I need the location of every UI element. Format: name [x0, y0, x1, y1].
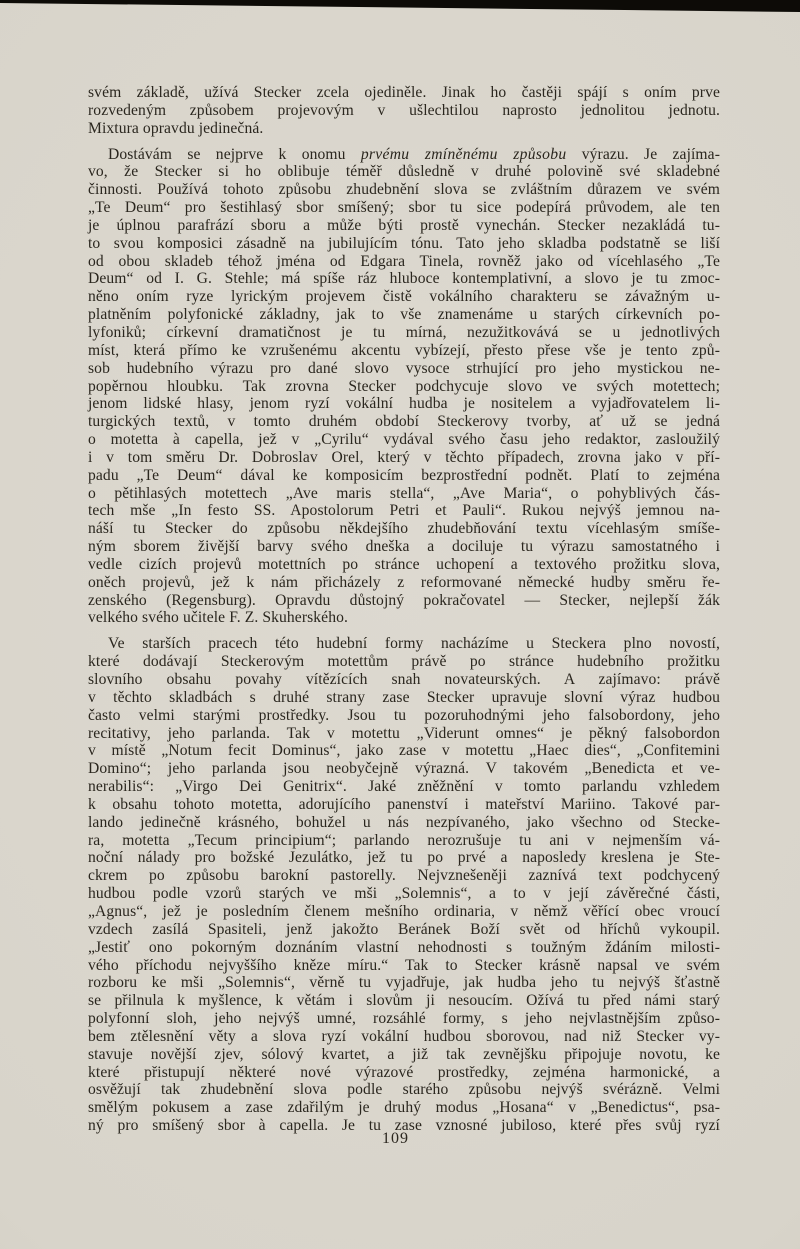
page-footer: [88, 1130, 703, 1148]
text-line: o pětihlasých motettech „Ave maris stella“, „Ave Maria“, o pohyblivých čás-: [88, 484, 720, 502]
text-line: Deum“ od I. G. Stehle; má spíše ráz hluboce kontemplativní, a slovo je tu zmoc-: [88, 270, 720, 288]
text-line: osvěžují tak zhudebnění slova podle starého způsobu nejvýš svérázně. Velmi: [88, 1081, 720, 1099]
text-line: ný pro smíšený sbor à capella. Je tu zase vznosné jubiloso, které přes svůj ryzí: [88, 1117, 720, 1135]
scan-edge-top: [0, 0, 800, 13]
text-line: od obou skladeb téhož jména od Edgara Tinela, rovněž jako od vícehlasého „Te: [88, 252, 720, 270]
text-line: Domino“; jeho parlanda jsou neobyčejně výrazná. V takovém „Benedicta et ve-: [88, 760, 720, 778]
text-line: to svou komposici zásadně na jubilujícím tónu. Tato jeho skladba podstatně se liší: [88, 234, 720, 252]
text-line: k obsahu tohoto motetta, adorujícího panenství i mateřství Mariino. Takové par-: [88, 795, 720, 813]
text-line: platněním polyfonické základny, jak to vše znamenáme u starých církevních po-: [88, 306, 720, 324]
text-block: [88, 84, 720, 1135]
text-line: stavuje novější zjev, sólový kvartet, a již tak zevnějšku připojuje novotu, ke: [88, 1045, 720, 1063]
text-line: Ve starších pracech této hudební formy nacházíme u Steckera plno novostí,: [108, 635, 720, 653]
text-line: rozvedeným způsobem projevovým v ušlechtilou naprosto jednolitou jednotu.: [88, 101, 720, 119]
text-line: které dodávají Steckerovým motettům právě po stránce hudebního prožitku: [88, 653, 720, 671]
text-line: popěrnou hloubku. Tak zrovna Stecker podchycuje slovo ve svých motettech;: [88, 377, 720, 395]
text-line: svém základě, užívá Stecker zcela ojediněle. Jinak ho častěji spájí s oním prve: [88, 84, 720, 101]
text-line: míst, která přímo ke vzrušenému akcentu vybízejí, přesto přese vše je tento způ-: [88, 341, 720, 359]
text-line: bem ztělesnění věty a slova ryzí vokální hudbou sborovou, nad niž Stecker vy-: [88, 1027, 720, 1045]
text-line: činnosti. Používá tohoto způsobu zhudebnění slova se zvláštním důrazem ve svém: [88, 181, 720, 199]
text-line: vedle cizích projevů motettních po stránce uchopení a textového prožitku slova,: [88, 555, 720, 573]
text-line: lyfoniků; církevní dramatičnost je tu mírná, nezužitkovává se u jednotlivých: [88, 323, 720, 341]
text-line: smělým pokusem a zase zdařilým je druhý modus „Hosana“ v „Benedictus“, psa-: [88, 1099, 720, 1117]
text-line: slovního obsahu povahy vítězících snah novateurských. A zajímavo: právě: [88, 671, 720, 688]
text-line: Dostávám se nejprve k onomu prvému zmíněnému způsobu výrazu. Je zajíma-: [108, 145, 720, 163]
text-line: noční nálady pro božské Jezulátko, jež tu po prvé a naposledy kreslena je Ste-: [88, 849, 720, 867]
text-line: často velmi starými prostředky. Jsou tu pozoruhodnými jeho falsobordony, jeho: [88, 706, 720, 724]
text-line: lando jedinečně krásného, bohužel u nás nezpívaného, jako všechno od Stecke-: [88, 813, 720, 831]
text-line: vého příchodu nejvyššího kněze míru.“ Tak to Stecker krásně napsal ve svém: [88, 956, 720, 974]
page-number: 109: [382, 1130, 409, 1147]
text-line: padu „Te Deum“ dával ke komposicím bezprostřední podnět. Platí to zejména: [88, 466, 720, 484]
text-line: v těchto skladbách s druhé strany zase Stecker upravuje slovní výraz hudbou: [88, 688, 720, 706]
text-line: sob hudebního výrazu pro dané slovo vysoce strhující pro jeho mystickou ne-: [88, 359, 720, 377]
text-line: jenom lidské hlasy, jenom ryzí vokální hudba je nositelem a vyjadřovatelem li-: [88, 395, 720, 413]
text-line: vzdech zasílá Spasiteli, jenž jakožto Beránek Boží svět od hříchů vykoupil.: [88, 920, 720, 938]
text-line: se přilnula k myšlence, k větám i slovům ji nesoucím. Ožívá tu před námi starý: [88, 992, 720, 1010]
text-line: ra, motetta „Tecum principium“; parlando nerozrušuje tu ani v nejmenším vá-: [88, 831, 720, 849]
text-line: polyfonní sloh, jeho nejvýš umné, rozsáhlé formy, s jeho nejvlastnějším způso-: [88, 1010, 720, 1028]
text-line: „Agnus“, jež je posledním členem mešního ordinaria, v němž věřící obec vroucí: [88, 902, 720, 920]
text-line: rozboru ke mši „Solemnis“, věrně tu vyjadřuje, jak hudba jeho tu nejvýš šťastně: [88, 974, 720, 992]
text-line: něno oním ryze lyrickým projevem čistě vokálního charakteru se závažným u-: [88, 288, 720, 306]
paragraph: [88, 146, 720, 628]
text-line: oněch projevů, jež k nám přicházely z reformované německé hudby směru ře-: [88, 573, 720, 591]
text-line: je úplnou parafrází sboru a může býti prostě vynechán. Stecker nezakládá tu-: [88, 216, 720, 234]
text-line: „Jestiť ono pokorným doznáním vlastní nehodnosti s toužným ždáním milosti-: [88, 938, 720, 956]
text-line: o motetta à capella, jež v „Cyrilu“ vydával svého času jeho redaktor, zasloužilý: [88, 431, 720, 449]
text-line: které přistupují některé nové výrazové prostředky, zejména harmonické, a: [88, 1063, 720, 1081]
text-line: ným sborem živější barvy svého dneška a dociluje tu výrazu samostatného i: [88, 538, 720, 556]
text-line: velkého svého učitele F. Z. Skuherského.: [88, 609, 348, 627]
text-line: vo, že Stecker si ho oblibuje téměř důsledně v druhé polovině své skladebné: [88, 163, 720, 181]
text-line: Mixtura opravdu jedinečná.: [88, 119, 264, 137]
text-line: zenského (Regensburg). Opravdu důstojný pokračovatel — Stecker, nejlepší žák: [88, 591, 720, 609]
text-line: v místě „Notum fecit Dominus“, jako zase v motettu „Haec dies“, „Confitemini: [88, 742, 720, 760]
text-line: ckrem po způsobu barokní pastorelly. Nejvznešeněji zaznívá text podchycený: [88, 867, 720, 885]
text-line: hudbou podle vzorů starých ve mši „Solemnis“, a to v její závěrečné části,: [88, 885, 720, 903]
text-line: i v tom směru Dr. Dobroslav Orel, který v těchto případech, zrovna jako v pří-: [88, 448, 720, 466]
text-line: náší tu Stecker do způsobu někdejšího zhudebňování textu vícehlasým smíše-: [88, 520, 720, 538]
text-line: recitativy, jeho parlanda. Tak v motettu „Viderunt omnes“ je pěkný falsobordon: [88, 724, 720, 742]
text-line: nerabilis“: „Virgo Dei Genitrix“. Jaké zněžnění v tomto parlandu vzhledem: [88, 778, 720, 796]
text-line: turgických textů, v tomto druhém období Steckerovy tvorby, ať už se jedná: [88, 413, 720, 431]
text-line: „Te Deum“ pro šestihlasý sbor smíšený; sbor tu sice podepírá průvodem, ale ten: [88, 199, 720, 217]
paragraph: [88, 635, 720, 1135]
text-line: tech mše „In festo SS. Apostolorum Petri et Pauli“. Rukou nejvýš jemnou na-: [88, 502, 720, 520]
paragraph: [88, 84, 720, 138]
